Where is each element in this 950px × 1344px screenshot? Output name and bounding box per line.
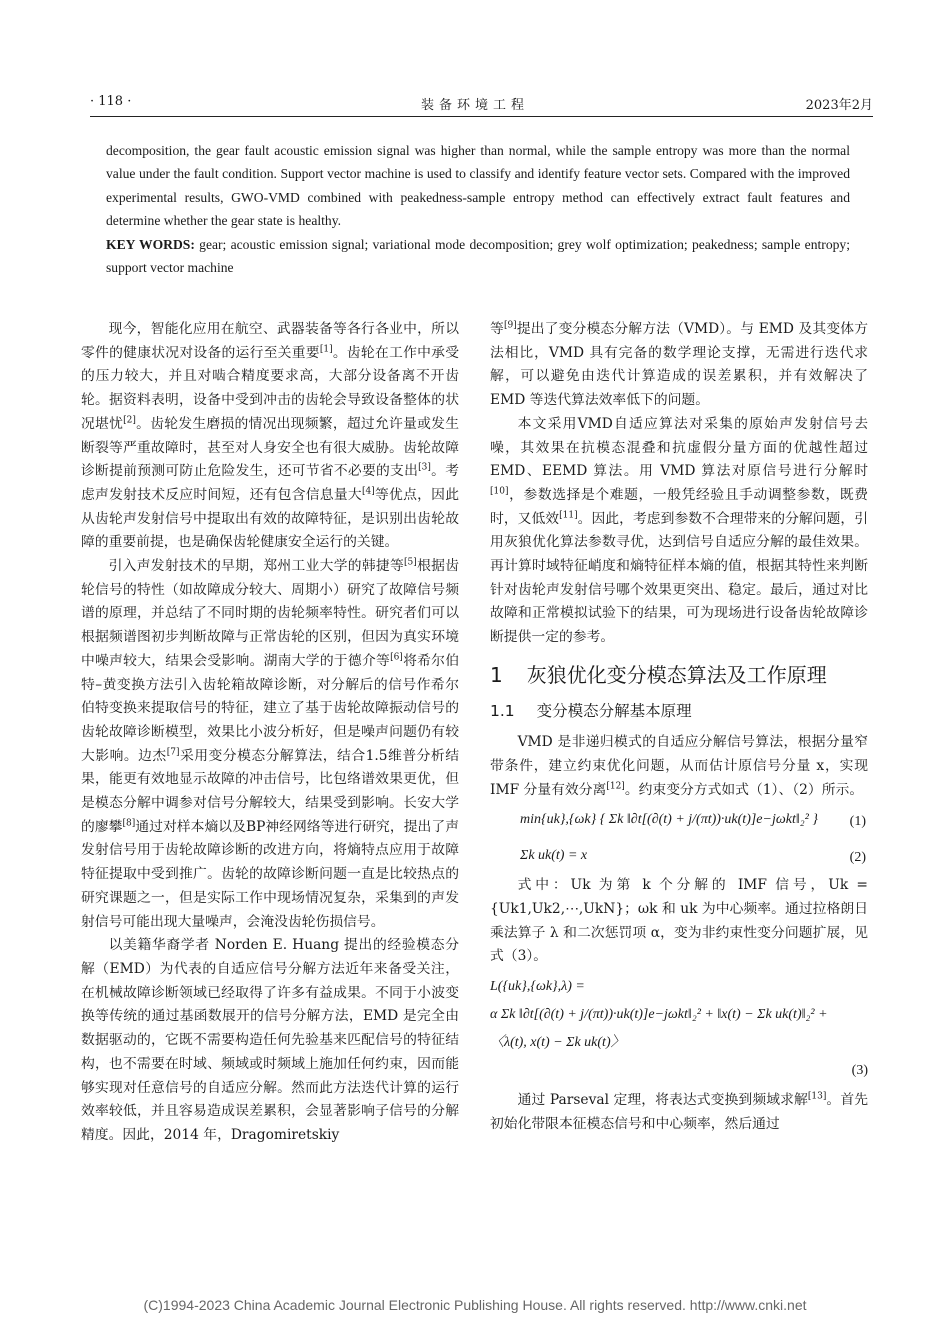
- equation-3: L({uk},{ωk},λ) = α Σk ‖∂t[(∂(t) + j/(πt))·uk(t)]e−jωkt‖₂² + ‖x(t) − Σk uk(t)‖₂² + 〈λ(t), x(t) − Σk uk(t)〉 (3): [490, 979, 868, 1079]
- paragraph: 现今，智能化应用在航空、武器装备等各行各业中，所以零件的健康状况对设备的运行至关重要[1]。齿轮在工作中承受的压力较大，并且对啮合精度要求高，大部分设备离不开齿轮。据资料表明，设备中受到冲击的齿轮会导致设备整体的状况堪忧[2]。齿轮发生磨损的情况出现频繁，超过允许量或发生断裂等严重故障时，甚至对人身安全也有很大威胁。齿轮故障诊断提前预测可防止危险发生，还可节省不必要的支出[3]。考虑声发射技术反应时间短，还有包含信息量大[4]等优点，因此从齿轮声发射信号中提取出有效的故障特征，是识别出齿轮故障的重要前提，也是确保齿轮健康安全运行的关键。: [81, 321, 460, 551]
- keywords-label: KEY WORDS:: [106, 236, 195, 252]
- paragraph: 以美籍华裔学者 Norden E. Huang 提出的经验模态分解（EMD）为代表的自适应信号分解方法近年来备受关注，在机械故障诊断领域已经取得了许多有益成果。不同于小波变换等传统的通过基函数展开的信号分解方法，EMD 是完全由数据驱动的，它既不需要构造任何先验基来匹配信号的特征结构，也不需要在时域、频域或时频域上施加任何约束，因而能够实现对任意信号的自适应分解。然而此方法迭代计算的运行效率较低，并且容易造成误差累积，会显著影响子信号的分解精度。因此，2014 年，Dragomiretskiy: [81, 937, 459, 1143]
- keywords: [106, 233, 850, 280]
- paragraph: 式中：Uk 为第 k 个分解的 IMF 信号，Uk = {Uk1,Uk2,⋯,UkN}；ωk 和 uk 为中心频率。通过拉格朗日乘法算子 λ 和二次惩罚项 α，变为非约束性变分问题扩展，见式（3）。: [490, 877, 868, 965]
- keywords-text: gear; acoustic emission signal; variational mode decomposition; grey wolf optimization; peakedness; sample entropy; support vector machine: [106, 236, 850, 276]
- english-abstract: [106, 139, 850, 279]
- equation-2: Σk uk(t) = x (2): [520, 848, 866, 866]
- paragraph: 等[9]提出了变分模态分解方法（VMD）。与 EMD 及其变体方法相比，VMD 具有完备的数学理论支撑，无需进行迭代求解，可以避免由迭代计算造成的误差累积，并有效解决了 EMD 等迭代算法效率低下的问题。: [490, 320, 868, 409]
- equation-1: min{uk},{ωk} { Σk ‖∂t[(∂(t) + j/(πt))·uk(t)]e−jωkt‖₂² } (1): [520, 812, 866, 830]
- subsection-heading: 1.1 变分模态分解基本原理: [490, 701, 692, 720]
- paragraph: 通过 Parseval 定理，将表达式变换到频域求解[13]。首先初始化带限本征模态信号和中心频率，然后通过: [490, 1091, 868, 1132]
- paragraph: VMD 是非递归模式的自适应分解信号算法，根据分量窄带条件，建立约束优化问题，从而估计原信号分量 x，实现 IMF 分量有效分离[12]。约束变分方式如式（1）、（2）所示。: [490, 734, 868, 798]
- paragraph: 本文采用VMD自适应算法对采集的原始声发射信号去噪，其效果在抗模态混叠和抗虚假分量方面的优越性超过 EMD、EEMD 算法。用 VMD 算法对原信号进行分解时[10]，参数选择是个难题，一般凭经验且手动调整参数，既费时，又低效[11]。因此，考虑到参数不合理带来的分解问题，引用灰狼优化算法参数寻优，达到信号自适应分解的最佳效果。再计算时域特征峭度和熵特征样本熵的值，根据其特性来判断针对齿轮声发射信号哪个效果更突出、稳定。最后，通过对比故障和正常模拟试验下的结果，可为现场进行设备齿轮故障诊断提供一定的参考。: [490, 415, 869, 646]
- copyright-footer: (C)1994-2023 China Academic Journal Electronic Publishing House. All rights reserved. http://www.cnki.net: [143, 1297, 807, 1313]
- issue-date: 2023年2月: [805, 98, 873, 113]
- paragraph: 引入声发射技术的早期，郑州工业大学的韩捷等[5]根据齿轮信号的特性（如故障成分较大、周期小）研究了故障信号频谱的原理，并总结了不同时期的齿轮频率特性。研究者们可以根据频谱图初步判断故障与正常齿轮的区别，但因为真实环境中噪声较大，结果会受影响。湖南大学的于德介等[6]将希尔伯特–黄变换方法引入齿轮箱故障诊断，对分解后的信号作希尔伯特变换来提取信号的特征，建立了基于齿轮故障振动信号的齿轮故障诊断模型，效果比小波分析好，但是噪声问题仍有较大影响。边杰[7]采用变分模态分解算法，结合1.5维普分析结果，能更有效地显示故障的冲击信号，比包络谱效果更优，但是模态分解中调参对信号分解较大，结果受到影响。长安大学的廖攀[8]通过对样本熵以及BP神经网络等进行研究，提出了声发射信号用于齿轮故障诊断的改进方向，将熵特点应用于故障特征提取中受到推广。齿轮的故障诊断问题一直是比较热点的研究课题之一，但是实际工作中现场情况复杂，采集到的声发射信号可能出现大量噪声，会淹没齿轮伤损信号。: [81, 557, 460, 930]
- header-rule: [90, 116, 873, 117]
- abstract-text: decomposition, the gear fault acoustic emission signal was higher than normal, while the sample entropy was more than the normal value under the fault condition. Support vector machine is used to classify and identify feature vector sets. Compared with the improved experimental results, GWO-VMD combined with peakedness-sample entropy method can effectively extract fault features and determine whether the gear state is healthy.: [106, 143, 850, 229]
- section-heading: 1 灰狼优化变分模态算法及工作原理: [490, 662, 827, 687]
- left-column: [81, 318, 459, 1148]
- journal-name: 装备环境工程: [420, 98, 529, 113]
- page-number: · 118 ·: [90, 94, 132, 109]
- right-column: [490, 318, 868, 1137]
